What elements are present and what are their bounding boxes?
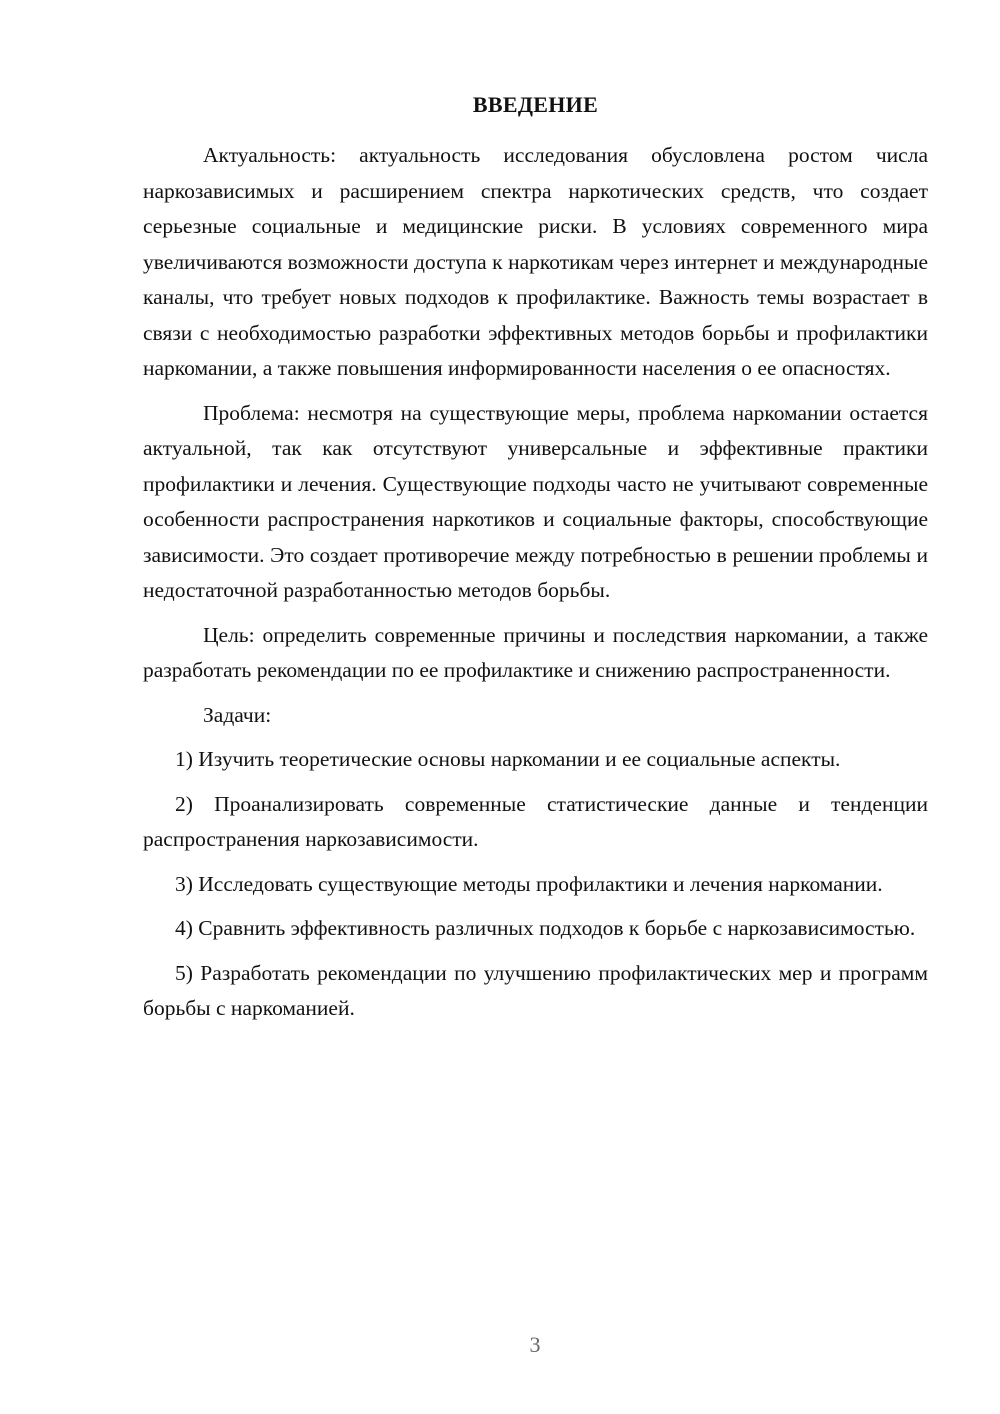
task-item-2: 2) Проанализировать современные статистические данные и тенденции распространения наркозависимости. [143, 791, 928, 851]
task-item-3: 3) Исследовать существующие методы профилактики и лечения наркомании. [175, 871, 883, 896]
page-title: ВВЕДЕНИЕ [472, 92, 599, 117]
tasks-list [143, 742, 928, 1027]
task-item-4: 4) Сравнить эффективность различных подходов к борьбе с наркозависимостью. [175, 916, 916, 940]
page-number: 3 [529, 1332, 541, 1357]
tasks-heading: Задачи: [203, 702, 272, 727]
document-page [143, 92, 928, 1036]
relevance-paragraph: Актуальность: актуальность исследования обусловлена ростом числа наркозависимых и расширением спектра наркотических средств, что создает серьезные социальные и медицинские риски. В условиях современного мира увеличиваются возможности доступа к наркотикам через интернет и международные каналы, что требует новых подходов к профилактике. Важность темы возрастает в связи с необходимостью разработки эффективных методов борьбы и профилактики наркомании, а также повышения информированности населения о ее опасностях. [143, 143, 928, 380]
task-item-5: 5) Разработать рекомендации по улучшению профилактических мер и программ борьбы с наркоманией. [143, 960, 928, 1020]
goal-paragraph: Цель: определить современные причины и последствия наркомании, а также разработать рекомендации по ее профилактике и снижению распространенности. [143, 622, 928, 682]
problem-paragraph: Проблема: несмотря на существующие меры, проблема наркомании остается актуальной, так как отсутствуют универсальные и эффективные практики профилактики и лечения. Существующие подходы часто не учитывают современные особенности распространения наркотиков и социальные факторы, способствующие зависимости. Это создает противоречие между потребностью в решении проблемы и недостаточной разработанностью методов борьбы. [143, 400, 928, 602]
task-item-1: 1) Изучить теоретические основы наркомании и ее социальные аспекты. [175, 747, 841, 771]
